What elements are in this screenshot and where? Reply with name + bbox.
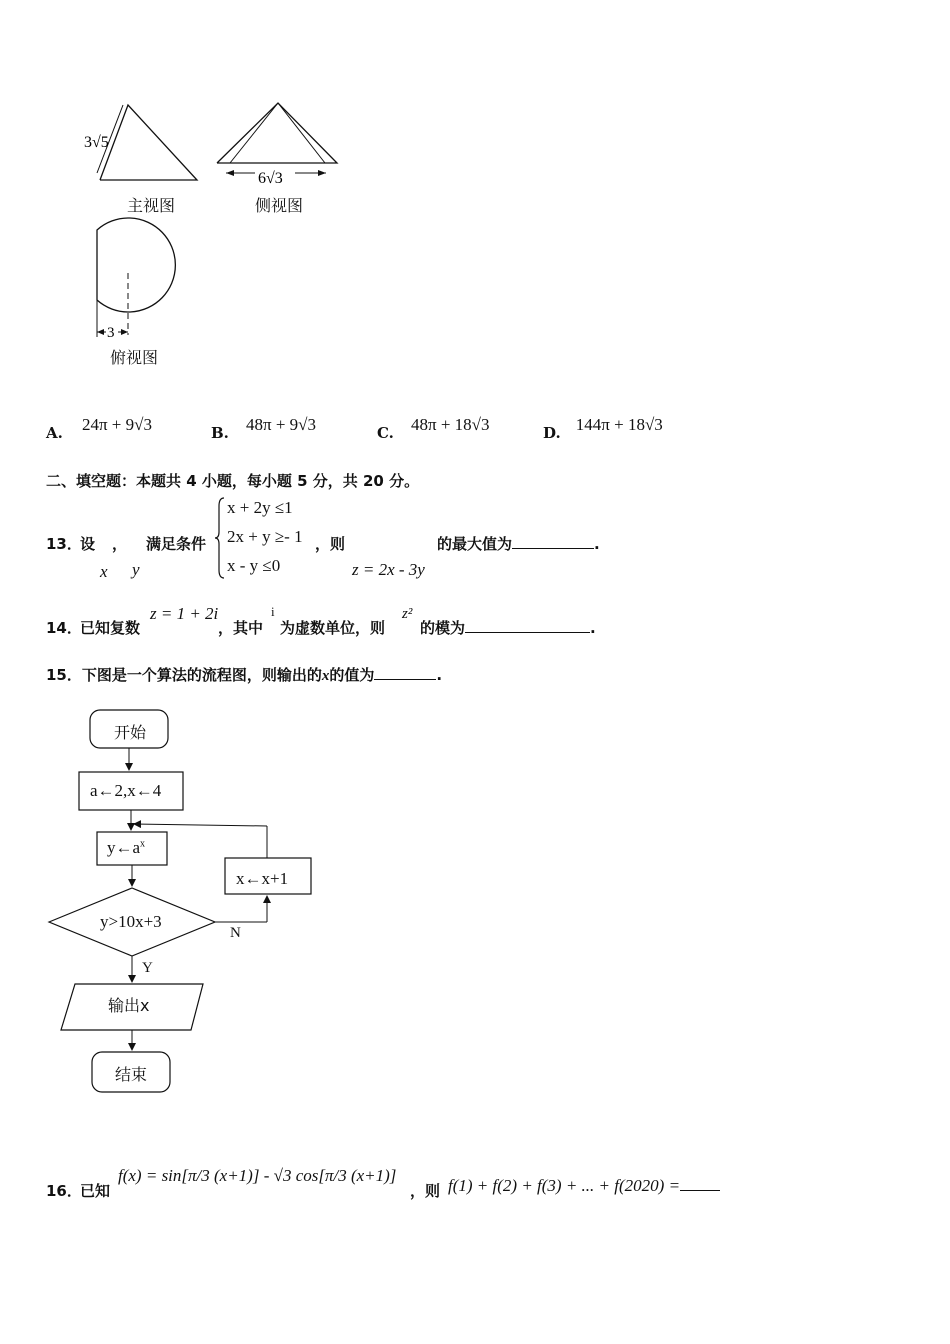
q14-text-2: ，其中 (218, 619, 264, 637)
q14-answer-blank[interactable] (465, 632, 590, 633)
flow-yes-label: Y (142, 960, 153, 976)
q14-z: z = 1 + 2i (150, 604, 219, 623)
top-view-circle (97, 218, 175, 312)
q14-i: i (271, 604, 275, 619)
q15-line: 15．下图是一个算法的流程图，则输出的x的值为 . (46, 666, 443, 684)
q13-text-2: ， (112, 535, 128, 553)
q12-option-c: C. 48π + 18√3 (377, 415, 490, 442)
q13-text-4: ，则 (315, 535, 346, 553)
q13-objective: z = 2x - 3y (352, 560, 425, 579)
q14-number: 14． (46, 619, 82, 637)
side-view-label: 侧视图 (255, 196, 304, 215)
flow-assign-text: $y\leftarrow a^x$ (107, 838, 146, 857)
q14-text-1: 已知复数 (80, 619, 141, 637)
section-title: 二、填空题：本题共 4 小题，每小题 5 分，共 20 分。 (46, 472, 420, 490)
q13-var-y: y (132, 560, 140, 579)
top-view-label: 俯视图 (110, 348, 159, 367)
q16-text-2: ，则 (410, 1182, 441, 1200)
q13-constraint-3: x - y ≤0 (227, 556, 281, 575)
q13-var-x: x (100, 562, 108, 581)
flow-start-text: 开始 (114, 723, 147, 742)
flow-no-label: N (230, 925, 241, 941)
q13-constraint-1: x + 2y ≤1 (227, 498, 293, 517)
side-view-dim: 6√3 (258, 170, 283, 187)
three-view-figure (60, 95, 360, 375)
flow-increment-text: x←x+1 (236, 869, 289, 888)
q16-number: 16． (46, 1182, 82, 1200)
flow-output-text: 输出x (108, 996, 150, 1015)
flowchart (45, 700, 335, 1100)
side-view-triangle (217, 103, 337, 163)
q16-function: f(x) = sin[π/3 (x+1)] - √3 cos[π/3 (x+1)] (118, 1166, 397, 1185)
q12-option-a: A. 24π + 9√3 (46, 415, 152, 442)
q13-brace (213, 496, 227, 580)
q12-option-b: B. 48π + 9√3 (211, 415, 317, 442)
q13-text-1: 设 (80, 535, 96, 553)
q13-constraint-2: 2x + y ≥- 1 (227, 527, 303, 546)
front-view-label: 主视图 (127, 196, 176, 215)
top-view-dim: 3 (107, 325, 115, 341)
q15-answer-blank[interactable] (374, 679, 436, 680)
q16-text-1: 已知 (80, 1182, 111, 1200)
q16-answer-blank[interactable] (680, 1190, 720, 1191)
q13-answer-blank[interactable] (512, 548, 594, 549)
front-view-dim: 3√5 (84, 134, 109, 151)
q14-z-squared: z² (402, 606, 413, 622)
flow-init-text: a←2,x←4 (90, 781, 162, 800)
q13-text-3: 满足条件 (146, 535, 207, 553)
q12-option-d: D. 144π + 18√3 (543, 415, 663, 442)
q13-text-5: 的最大值为 . (437, 535, 600, 553)
q13-number: 13． (46, 535, 82, 553)
q14-text-3: 为虚数单位，则 (280, 619, 386, 637)
flow-condition-text: y>10x+3 (100, 912, 162, 931)
flow-end-text: 结束 (115, 1065, 148, 1084)
q16-sum: f(1) + f(2) + f(3) + ... + f(2020) = (448, 1176, 720, 1196)
q14-text-4: 的模为 . (420, 619, 596, 637)
front-view-triangle (100, 105, 197, 180)
